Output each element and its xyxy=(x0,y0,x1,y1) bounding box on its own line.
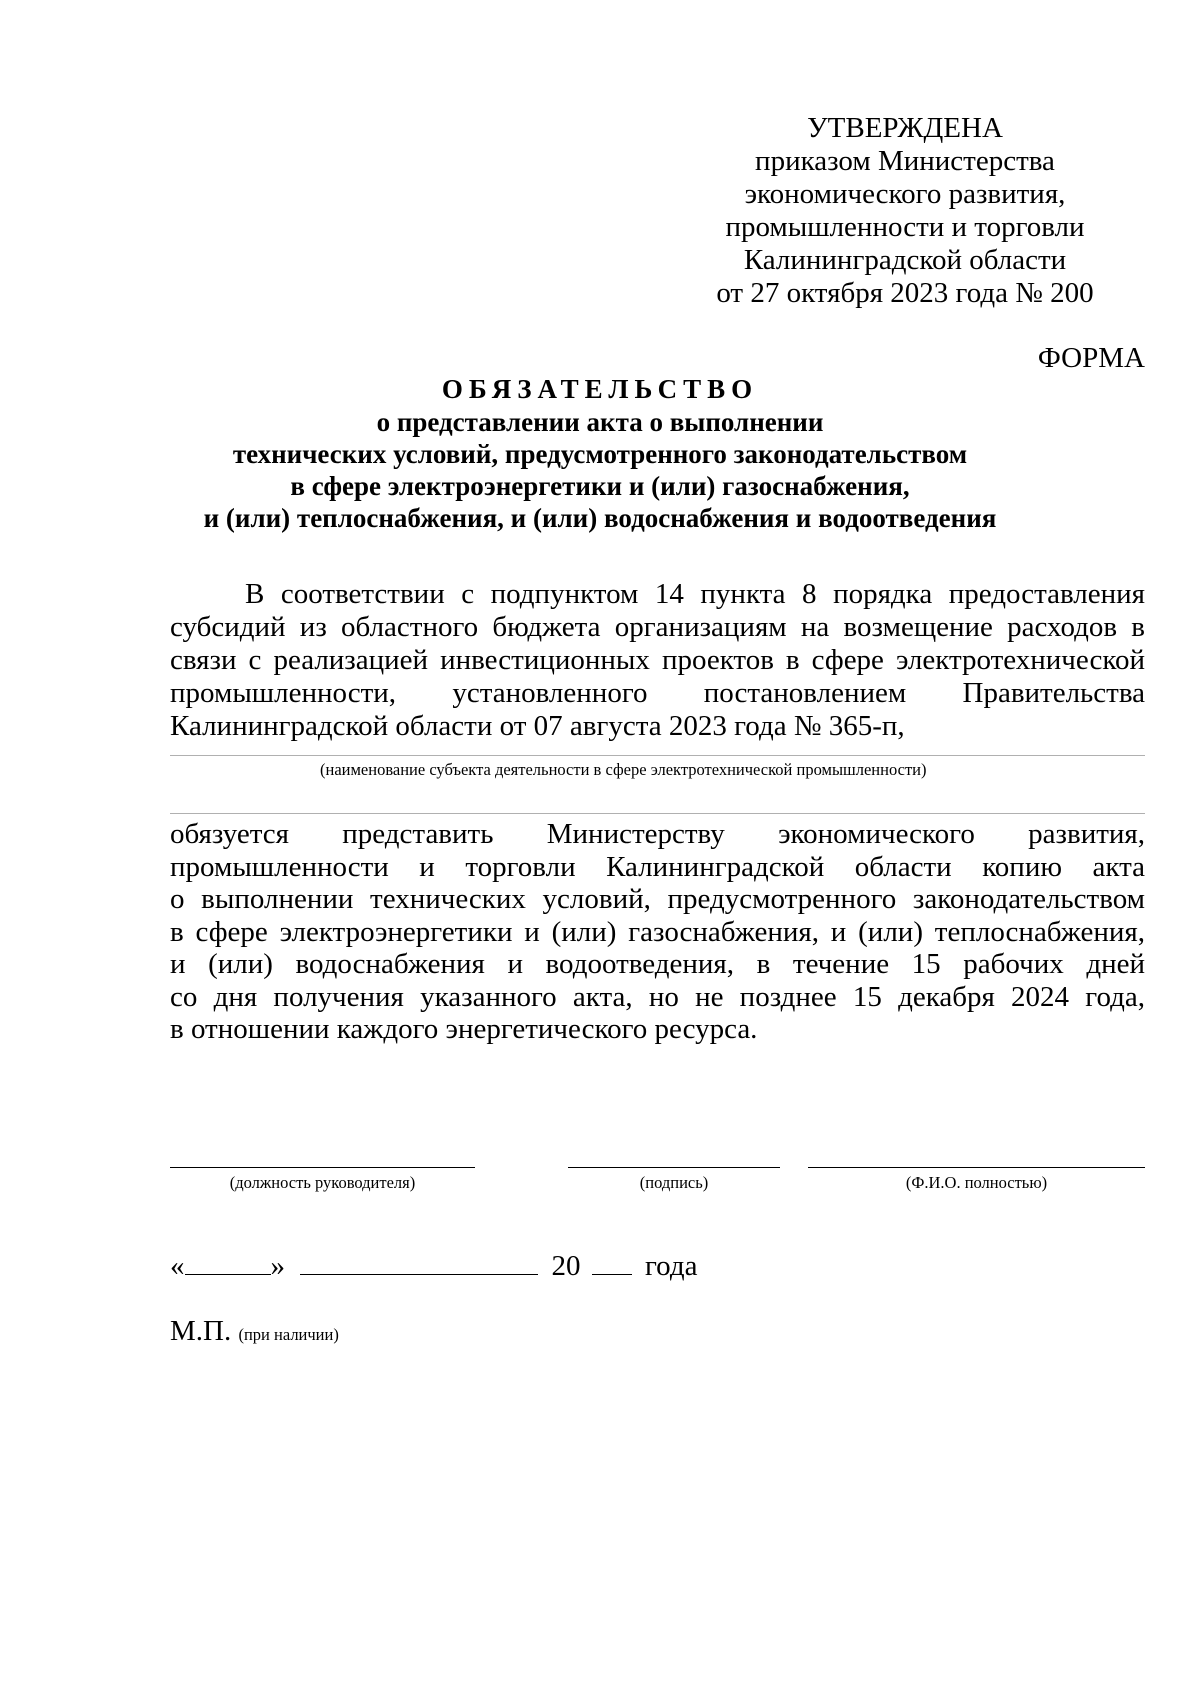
form-label: ФОРМА xyxy=(1037,342,1145,374)
day-blank[interactable] xyxy=(185,1248,271,1275)
position-label: (должность руководителя) xyxy=(229,1173,416,1192)
subject-caption: (наименование субъекта деятельности в сфере электротехнической промышленности) xyxy=(320,760,927,779)
title-line: технических условий, предусмотренного законодательством xyxy=(232,439,968,469)
approval-line: экономического развития, xyxy=(744,178,1066,210)
signature-line[interactable] xyxy=(568,1167,780,1168)
title-line: в сфере электроэнергетики и (или) газоснабжения, xyxy=(290,471,910,501)
stamp-block xyxy=(170,1315,339,1351)
obligation-paragraph xyxy=(170,818,1145,1046)
year-word: года xyxy=(645,1250,698,1282)
subject-name-line[interactable] xyxy=(170,755,1145,756)
year-blank[interactable] xyxy=(592,1248,632,1275)
approval-line: Калининградской области xyxy=(743,244,1067,276)
title-line: и (или) теплоснабжения, и (или) водоснабжения и водоотведения xyxy=(203,503,997,533)
approval-line: промышленности и торговли xyxy=(725,211,1085,243)
date-line xyxy=(170,1248,697,1283)
open-quote: « xyxy=(170,1250,185,1282)
obligation-line: в сфере электроэнергетики и (или) газоснабжения, и (или) теплоснабжения, xyxy=(170,915,1145,948)
obligation-line: обязуется представить Министерству экономического развития, xyxy=(170,818,1145,850)
title-line: о представлении акта о выполнении xyxy=(376,407,824,437)
subject-name-line-2[interactable] xyxy=(170,813,1145,814)
obligation-line: и (или) водоснабжения и водоотведения, в течение 15 рабочих дней xyxy=(170,948,1145,980)
title-heading: ОБЯЗАТЕЛЬСТВО xyxy=(441,374,759,404)
approval-block xyxy=(665,112,1145,310)
signature-label: (подпись) xyxy=(639,1173,709,1192)
approval-line: УТВЕРЖДЕНА xyxy=(807,112,1003,144)
close-quote: » xyxy=(270,1250,285,1282)
stamp-label: М.П. xyxy=(170,1315,232,1347)
approval-line: приказом Министерства xyxy=(755,145,1055,177)
approval-line: от 27 октября 2023 года № 200 xyxy=(716,277,1094,309)
month-blank[interactable] xyxy=(300,1248,538,1275)
obligation-line: о выполнении технических условий, предусмотренного законодательством xyxy=(170,883,1145,915)
obligation-line: в отношении каждого энергетического ресурса. xyxy=(170,1013,758,1045)
intro-paragraph: В соответствии с подпунктом 14 пункта 8 порядка предоставления субсидий из областного бюджета организациям на возмещение расходов в связи с реализацией инвестиционных проектов в сфере электротехнической промышленности, установленного постановлением Правительства Калининградской области от 07 августа 2023 года № 365-п, xyxy=(170,578,1145,742)
document-title xyxy=(0,372,1200,534)
century-text: 20 xyxy=(551,1250,581,1282)
obligation-line: промышленности и торговли Калининградской области копию акта xyxy=(170,850,1145,883)
obligation-line: со дня получения указанного акта, но не позднее 15 декабря 2024 года, xyxy=(170,980,1145,1013)
position-signature-line[interactable] xyxy=(170,1167,475,1168)
name-label: (Ф.И.О. полностью) xyxy=(905,1173,1048,1192)
stamp-note: (при наличии) xyxy=(238,1325,339,1344)
full-name-line[interactable] xyxy=(808,1167,1145,1168)
